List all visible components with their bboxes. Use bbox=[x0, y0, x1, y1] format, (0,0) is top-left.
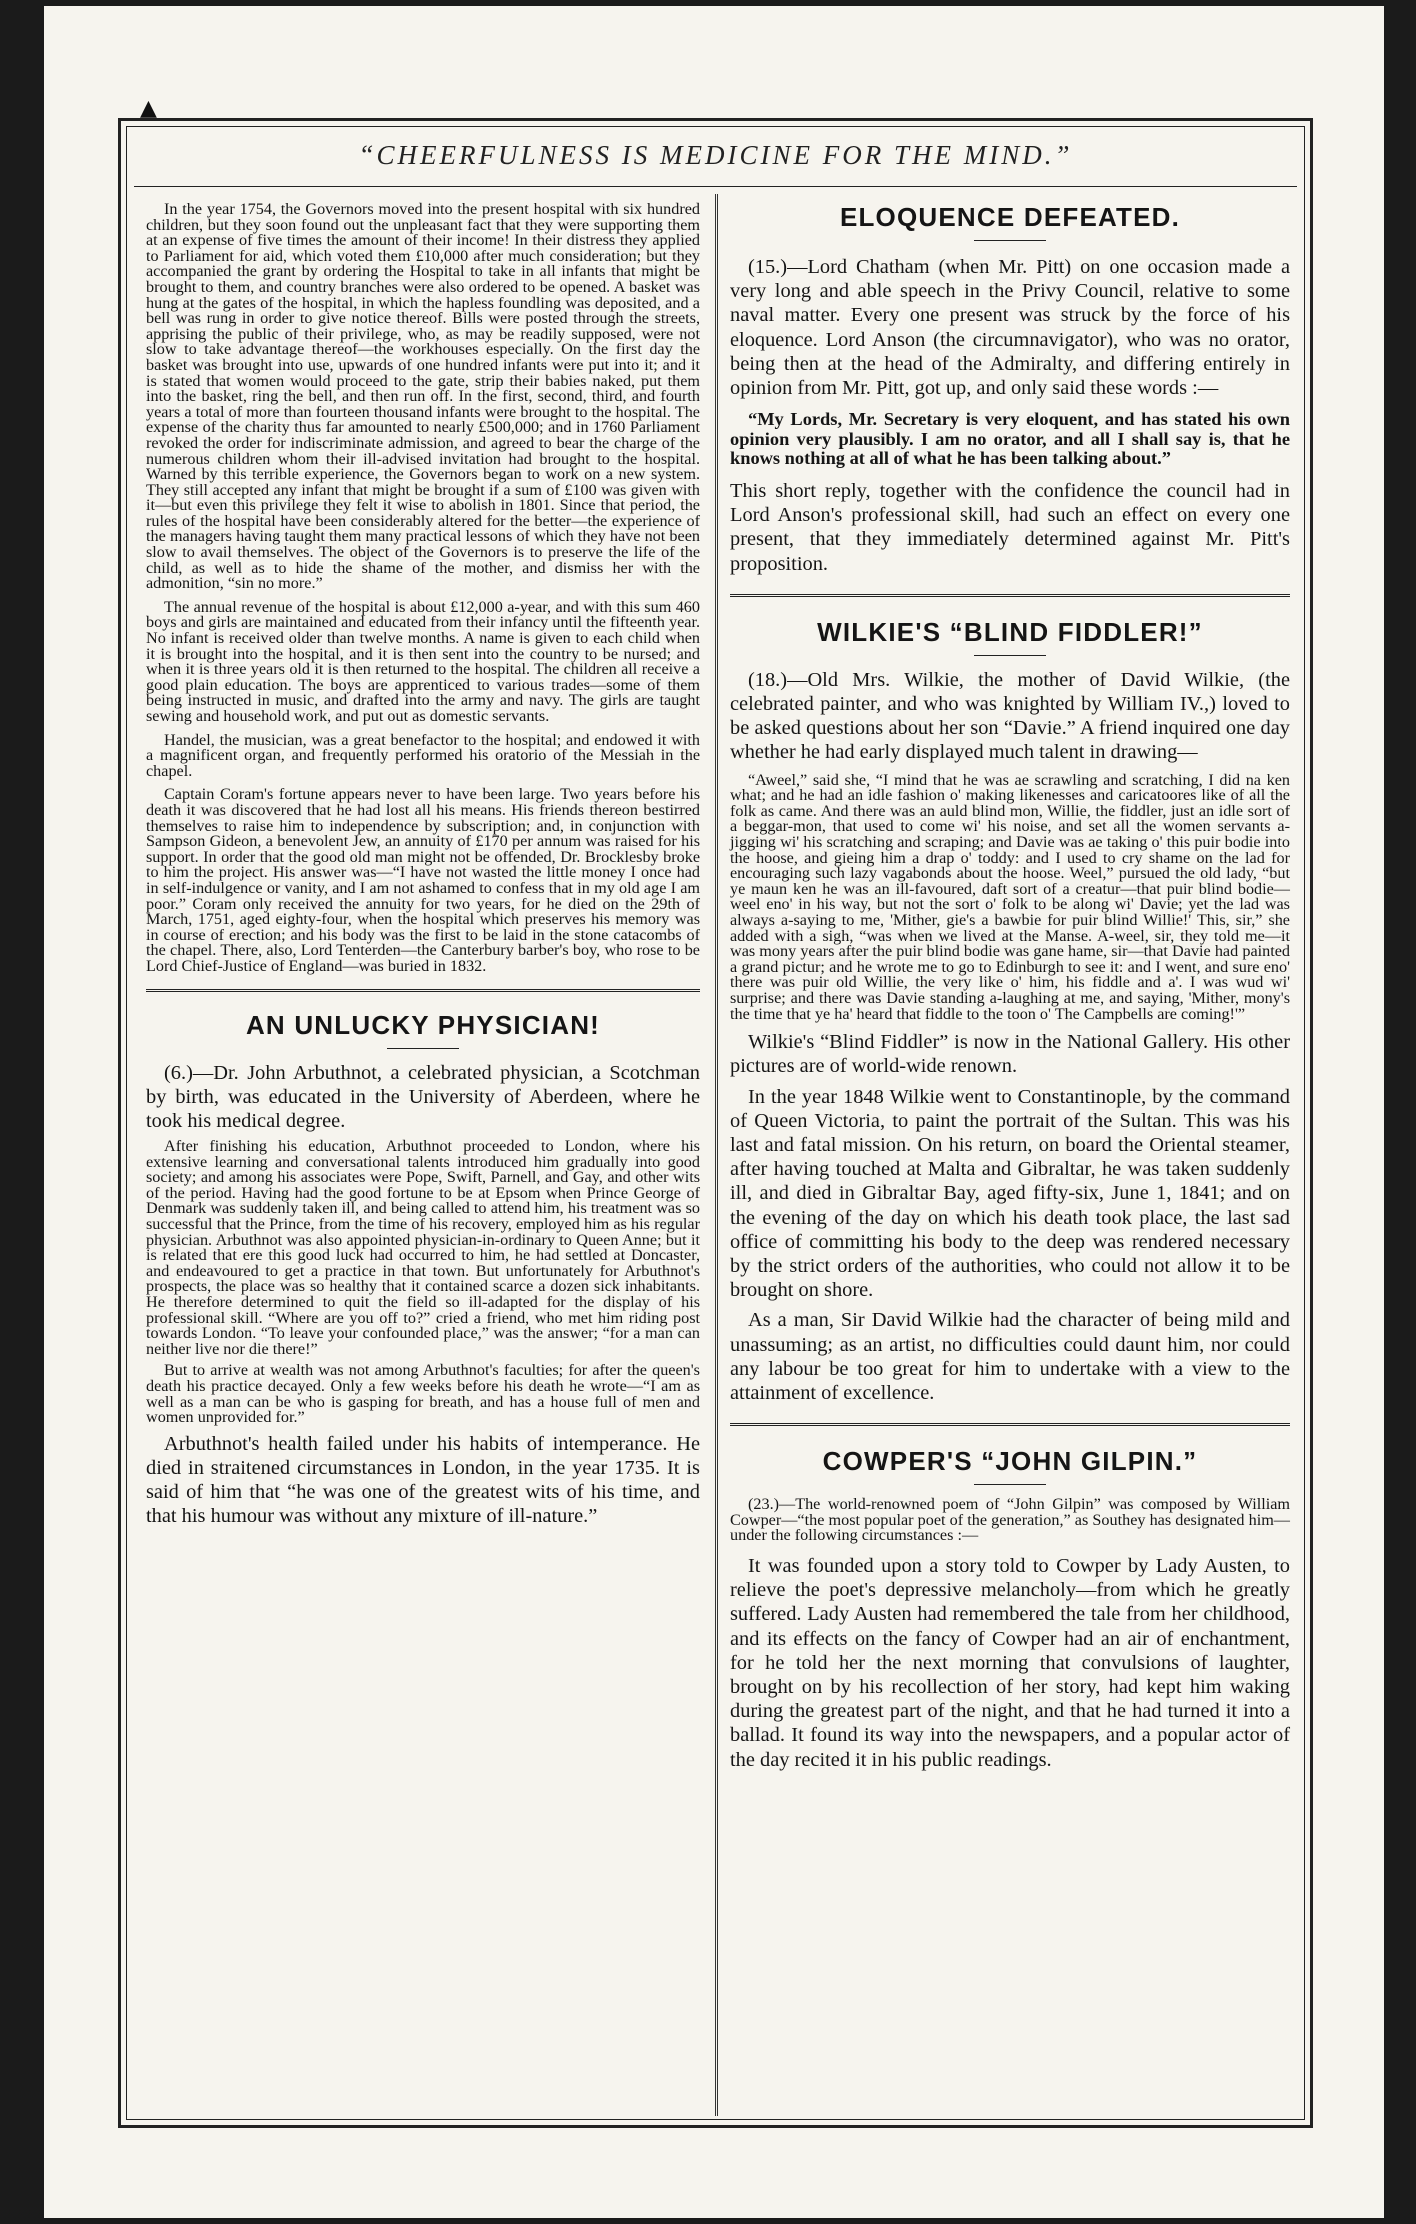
physician-title: AN UNLUCKY PHYSICIAN! bbox=[245, 1009, 601, 1040]
column-divider bbox=[715, 194, 718, 2116]
physician-article bbox=[146, 1010, 700, 1529]
wilkie-body-1: Wilkie's “Blind Fiddler” is now in the National Gallery. His other pictures are of world-wide renown. bbox=[730, 1031, 1290, 1078]
corner-mark: ▲ bbox=[140, 96, 157, 121]
wilkie-title: WILKIE'S “BLIND FIDDLER!” bbox=[817, 616, 1203, 647]
cowper-intro: (23.)—The world-renowned poem of “John Gilpin” was composed by William Cowper—“the most popular poet of the generation,” as Southey has designated him—under the following circumstances :— bbox=[730, 1495, 1290, 1545]
wilkie-quote: “Aweel,” said she, “I mind that he was ae scrawling and scratching, I did na ken what; and he had an idle fashion o' making likenesses and caricatoores like of all the folk as came. And there was an auld blind mon, Willie, the fiddler, just an idle sort of a beggar-mon, that used to come wi' his noise, and set all the women servants a-jigging wi' his scratching and scraping; and Davie was ae taking o' this puir bodie into the hoose, and gieing him a drap o' toddy: and I used to cry shame on the lad for encouraging such lazy vagabonds about the hoose. Weel,” pursued the old lady, “but ye maun ken he was an ill-favoured, daft sort of a creatur—that puir blind bodie—weel eno' in his way, but not the sort o' folk to be along wi' Davie; yet the lad was always a-saying to me, 'Mither, gie's a bawbie for puir blind Willie!' This, sir,” she added with a sigh, “was when we lived at the Manse. A-weel, sir, they told me—it was mony years after the puir blind bodie was gane hame, sir—that Davie had painted a grand pictur; and he wrote me to go to Edinburgh to see it: and I went, and sure eno' there was puir old Willie, the very like o' him, his fiddle and a'. I was wud wi' surprise; and there was Davie standing a-laughing at me, and saying, 'Mither, mony's the time that ye ha' heard that fiddle to the toon o' The Campbells are coming!'” bbox=[730, 770, 1290, 1023]
eloquence-title: ELOQUENCE DEFEATED. bbox=[839, 202, 1181, 232]
physician-closing: Arbuthnot's health failed under his habits of intemperance. He died in straitened circumstances in London, in the year 1735. It is said of him that “he was one of the greatest wits of his time, and that his humour was without any mixture of ill-nature.” bbox=[146, 1432, 700, 1528]
title-underline bbox=[387, 1048, 459, 1049]
left-column bbox=[146, 202, 700, 1529]
foundling-article bbox=[146, 202, 700, 975]
wilkie-article bbox=[730, 617, 1290, 1405]
physician-body-1: After finishing his education, Arbuthnot proceeded to London, where his extensive learning and conversational talents introduced him gradually into good society; and among his associates were Pope, Swift, Parnell, and Gay, and other wits of the period. Having had the good fortune to be at Epsom when Prince George of Denmark was suddenly taken ill, and being called to attend him, his treatment was so successful that the Prince, from the time of his recovery, employed him as his regular physician. Arbuthnot was also appointed physician-in-ordinary to Queen Anne; but it is related that ere this good luck had occurred to him, he had settled at Doncaster, and endeavoured to get a practice in that town. But unfortunately for Arbuthnot's prospects, the place was so healthy that it contained scarce a dozen sick inhabitants. He therefore determined to quit the field so ill-adapted for the display of his professional skill. “Where are you off to?” cried a friend, who met him riding post towards London. “To leave your confounded place,” was the answer; “for a man can neither live nor die there!” bbox=[146, 1137, 700, 1358]
title-underline bbox=[974, 655, 1046, 656]
right-column bbox=[730, 202, 1290, 1772]
eloquence-intro: (15.)—Lord Chatham (when Mr. Pitt) on one occasion made a very long and able speech in the Privy Council, relative to some naval matter. Every one present was struck by the force of his eloquence. Lord Anson (the circumnavigator), who was no orator, being then at the head of the Admiralty, and differing entirely in opinion from Mr. Pitt, got up, and only said these words :— bbox=[730, 256, 1290, 400]
wilkie-body-2: In the year 1848 Wilkie went to Constantinople, by the command of Queen Victoria, to paint the portrait of the Sultan. This was his last and fatal mission. On his return, on board the Oriental steamer, after having touched at Malta and Gibraltar, he was taken suddenly ill, and died in Gibraltar Bay, aged fifty-six, June 1, 1841; and on the evening of the day on which his death took place, the last sad office of committing his body to the deep was rendered necessary by the strict orders of the authorities, who could not allow it to be brought on shore. bbox=[730, 1085, 1290, 1302]
title-underline bbox=[974, 240, 1046, 241]
wilkie-intro: (18.)—Old Mrs. Wilkie, the mother of David Wilkie, (the celebrated painter, and who was knighted by William IV.,) loved to be asked questions about her son “Davie.” A friend inquired one day whether he had early displayed much talent in drawing— bbox=[730, 668, 1290, 764]
cowper-title: COWPER'S “JOHN GILPIN.” bbox=[822, 1446, 1198, 1477]
section-separator bbox=[730, 594, 1290, 597]
title-underline bbox=[974, 1484, 1046, 1485]
eloquence-closing: This short reply, together with the confidence the council had in Lord Anson's professional skill, had such an effect on every one present, that they immediately determined against Mr. Pitt's proposition. bbox=[730, 480, 1290, 575]
eloquence-quote: “My Lords, Mr. Secretary is very eloquent, and has stated his own opinion very plausibly. I am no orator, and all I shall say is, that he knows nothing at all of what he has been talking about.” bbox=[730, 409, 1290, 469]
section-separator bbox=[730, 1423, 1290, 1426]
wilkie-closing: As a man, Sir David Wilkie had the character of being mild and unassuming; as an artist, no difficulties could daunt him, nor could any labour be too great for him to undertake with a view to the attainment of excellence. bbox=[730, 1309, 1290, 1404]
page-motto: “CHEERFULNESS IS MEDICINE FOR THE MIND.” bbox=[358, 140, 1073, 170]
foundling-paragraph-3: Handel, the musician, was a great benefactor to the hospital; and endowed it with a magnificent organ, and frequently performed his oratorio of the Messiah in the chapel. bbox=[146, 730, 700, 780]
cowper-article bbox=[730, 1446, 1290, 1772]
foundling-paragraph-2: The annual revenue of the hospital is about £12,000 a-year, and with this sum 460 boys and girls are maintained and educated from their infancy until the fifteenth year. No infant is received older than twelve months. A name is given to each child when it is brought into the hospital, and it is then sent into the country to be nursed; and when it is three years old it is then returned to the hospital. The children all receive a good plain education. The boys are apprenticed to various trades—some of them being instructed in music, and drafted into the army and navy. The girls are taught sewing and household work, and put out as domestic servants. bbox=[146, 597, 700, 725]
section-separator bbox=[146, 989, 700, 992]
foundling-paragraph-4: Captain Coram's fortune appears never to have been large. Two years before his death it was discovered that he had lost all his means. His friends thereon bestirred themselves to raise him to independence by subscription; and, in conjunction with Sampson Gideon, a benevolent Jew, an annuity of £170 per annum was raised for his support. In order that the good old man might not be offended, Dr. Brocklesby broke to him the project. His answer was—“I have not wasted the little money I once had in self-indulgence or vanity, and I am not ashamed to confess that in my old age I am poor.” Coram only received the annuity for two years, for he died on the 29th of March, 1751, aged eighty-four, when the hospital which preserves his memory was in course of erection; and his body was the first to be laid in the stone catacombs of the chapel. There, also, Lord Tenterden—the Canterbury barber's boy, who rose to be Lord Chief-Justice of England—was buried in 1832. bbox=[146, 785, 700, 975]
header-rule bbox=[134, 186, 1297, 187]
foundling-paragraph-1: In the year 1754, the Governors moved into the present hospital with six hundred children, but they soon found out the unpleasant fact that they were supporting them at an expense of five times the amount of their income! In their distress they applied to Parliament for aid, which voted them £10,000 after much consideration; but they accompanied the grant by ordering the Hospital to take in all infants that might be brought to them, and country branches were also ordered to be opened. A basket was hung at the gates of the hospital, in which the hapless foundling was deposited, and a bell was rung in order to give notice thereof. Bills were posted through the streets, apprising the public of their privilege, who, as may be readily supposed, were not slow to take advantage thereof—the workhouses especially. On the first day the basket was brought into use, upwards of one hundred infants were put into it; and it is stated that women would proceed to the gate, strip their babies naked, put them into the basket, ring the bell, and then run off. In the first, second, third, and fourth years a total of more than fourteen thousand infants were brought to the hospital. The expense of the charity thus far amounted to nearly £500,000; and in 1760 Parliament revoked the order for indiscriminate admission, and agreed to bear the charge of the numerous children whom their ill-advised invitation had brought to the hospital. Warned by this terrible experience, the Governors began to work on a new system. They still accepted any infant that might be brought if a sum of £100 was given with it—but even this privilege they felt it wise to abolish in 1801. Since that period, the rules of the hospital have been considerably altered for the better—the experience of the managers having taught them many practical lessons of which they have not been slow to avail themselves. The object of the Governors is to preserve the life of the child, as well as to hide the shame of the mother, and dismiss her with the admonition, “sin no more.” bbox=[146, 200, 700, 593]
cowper-body: It was founded upon a story told to Cowper by Lady Austen, to relieve the poet's depressive melancholy—from which he greatly suffered. Lady Austen had remembered the tale from her childhood, and its effects on the fancy of Cowper had an air of enchantment, for he told her the next morning that convulsions of laughter, brought on by his recollection of her story, had kept him waking during the greatest part of the night, and that he had turned it into a ballad. It found its way into the newspapers, and a popular actor of the day recited it in his public readings. bbox=[730, 1554, 1290, 1771]
eloquence-article bbox=[730, 202, 1290, 576]
physician-body-2: But to arrive at wealth was not among Arbuthnot's faculties; for after the queen's death his practice decayed. Only a few weeks before his death he wrote—“I am as well as a man can be who is gasping for breath, and has a house full of men and women unprovided for.” bbox=[146, 1361, 700, 1427]
physician-intro: (6.)—Dr. John Arbuthnot, a celebrated physician, a Scotchman by birth, was educated in the University of Aberdeen, where he took his medical degree. bbox=[146, 1061, 700, 1132]
